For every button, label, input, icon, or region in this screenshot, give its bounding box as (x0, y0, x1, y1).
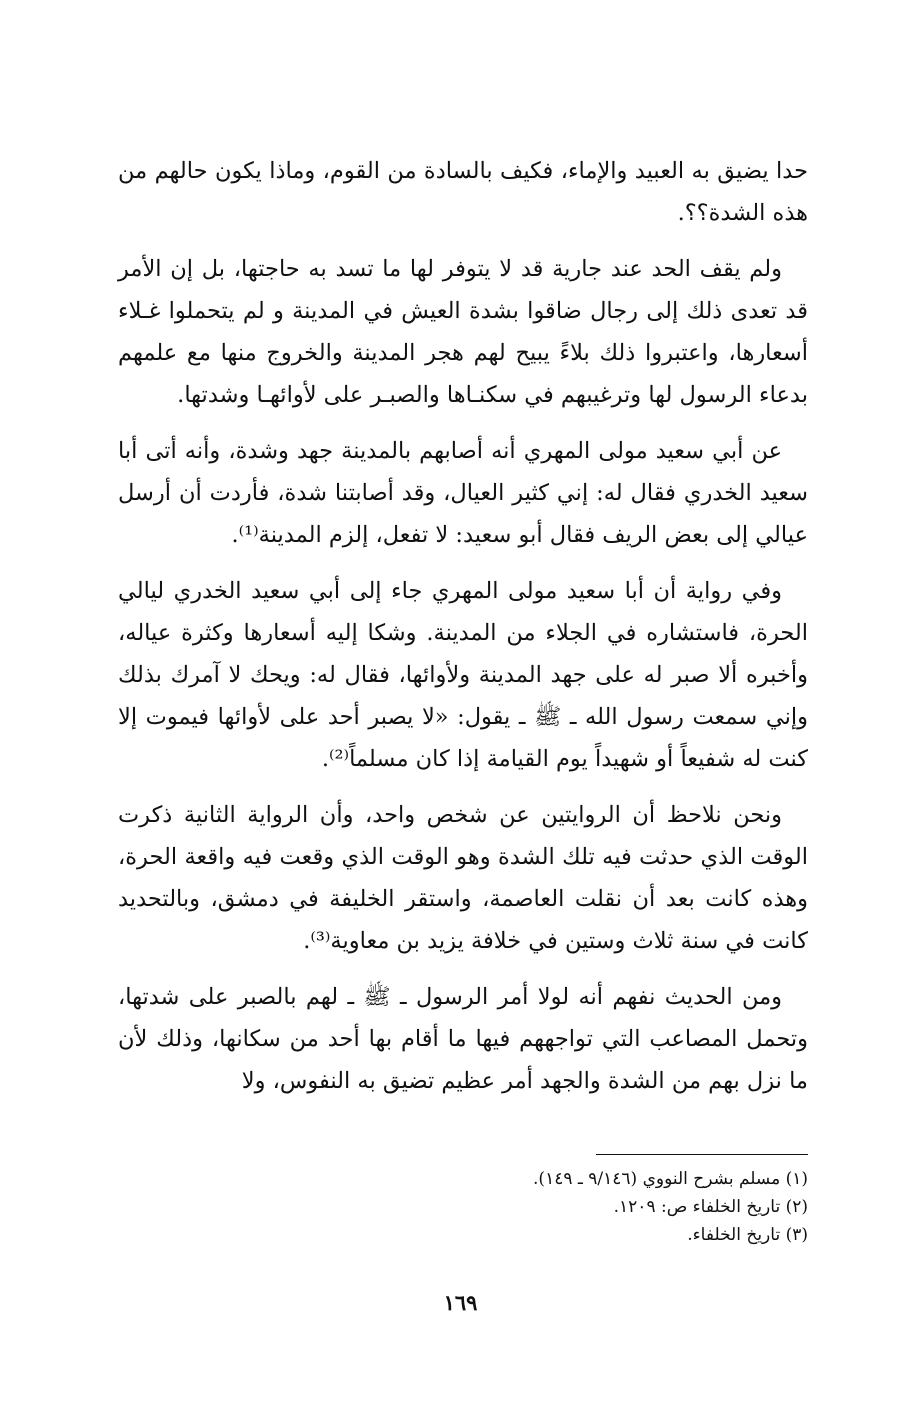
body-text (118, 150, 808, 1116)
paragraph: وفي رواية أن أبا سعيد مولى المهري جاء إلى أبي سعيد الخدري ليالي الحرة، فاستشاره في الجلاء من المدينة. وشكا إليه أسعارها وكثرة عياله، وأخبره ألا صبر له على جهد المدينة ولأوائها، فقال له: ويحك لا آمرك بذلك وإني سمعت رسول الله ـ ﷺ ـ يقول: «لا يصبر أحد على لأوائها فيموت إلا كنت له شفيعاً أو شهيداً يوم القيامة إذا كان مسلماً⁽²⁾. (118, 578, 808, 772)
footnote: (٢) تاريخ الخلفاء ص: ١٢٠٩. (613, 1197, 808, 1217)
footnote: (١) مسلم بشرح النووي (٩/١٤٦ ـ ١٤٩). (533, 1169, 808, 1189)
paragraph: ونحن نلاحظ أن الروايتين عن شخص واحد، وأن الرواية الثانية ذكرت الوقت الذي حدثت فيه تلك الشدة وهو الوقت الذي وقعت فيه واقعة الحرة، وهذه كانت بعد أن نقلت العاصمة، واستقر الخليفة في دمشق، وبالتحديد كانت في سنة ثلاث وستين في خلافة يزيد بن معاوية⁽³⁾. (118, 802, 808, 954)
paragraph: عن أبي سعيد مولى المهري أنه أصابهم بالمدينة جهد وشدة، وأنه أتى أبا سعيد الخدري فقال له: إني كثير العيال، وقد أصابتنا شدة، فأردت أن أرسل عيالي إلى بعض الريف فقال أبو سعيد: لا تفعل، إلزم المدينة⁽¹⁾. (118, 438, 808, 548)
paragraph: ومن الحديث نفهم أنه لولا أمر الرسول ـ ﷺ ـ لهم بالصبر على شدتها، وتحمل المصاعب التي تواجههم فيها ما أقام بها أحد من سكانها، وذلك لأن ما نزل بهم من الشدة والجهد أمر عظيم تضيق به النفوس، ولا (118, 984, 808, 1094)
paragraph: ولم يقف الحد عند جارية قد لا يتوفر لها ما تسد به حاجتها، بل إن الأمر قد تعدى ذلك إلى رجال ضاقوا بشدة العيش في المدينة و لم يتحملوا غـلاء أسعارها، واعتبروا ذلك بلاءً يبيح لهم هجر المدينة والخروج منها مع علمهم بدعاء الرسول لها وترغيبهم في سكنـاها والصبـر على لأوائهـا وشدتها. (118, 256, 808, 408)
paragraph-continuation: حدا يضيق به العبيد والإماء، فكيف بالسادة من القوم، وماذا يكون حالهم من هذه الشدة؟؟. (118, 158, 808, 226)
page-number: ١٦٩ (443, 1290, 478, 1315)
footnote-divider (596, 1154, 808, 1155)
footnote: (٣) تاريخ الخلفاء. (687, 1225, 808, 1245)
footnotes (118, 1165, 808, 1249)
